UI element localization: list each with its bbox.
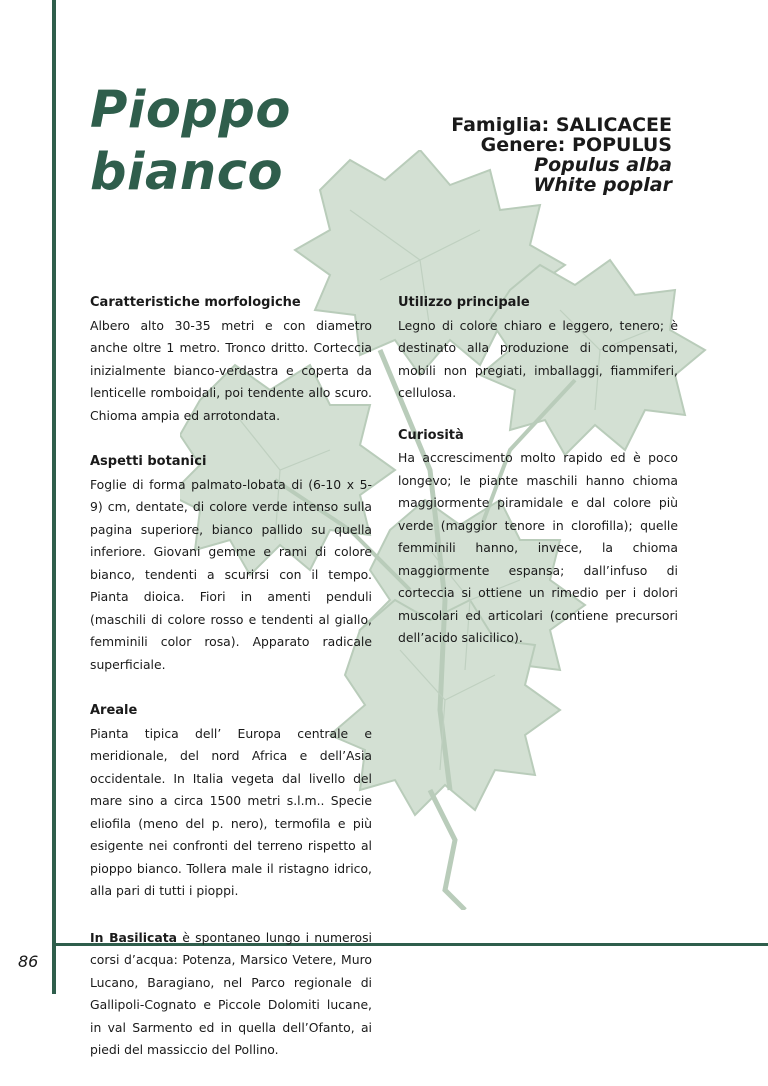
title-line-1: Pioppo <box>90 81 291 140</box>
morphology-text: Albero alto 30-35 metri e con diametro anche oltre 1 metro. Tronco dritto. Corteccia inizialmente bianco-verdastra e coperta da lenticelle romboidali, poi tendente allo scuro. Chioma ampia ed arrotondata. <box>90 317 372 423</box>
main-use-text: Legno di colore chiaro e leggero, tenero; è destinato alla produzione di compensati, mobili non pregiati, imballaggi, fiammiferi, cellulosa. <box>398 317 678 400</box>
botany-heading: Aspetti botanici <box>90 454 207 469</box>
english-name: White poplar <box>533 174 672 196</box>
scientific-name: Populus alba <box>534 154 672 176</box>
vertical-rule <box>52 0 56 994</box>
page-number: 86 <box>18 952 39 971</box>
genus-label: Genere: POPULUS <box>480 134 672 156</box>
botany-text: Foglie di forma palmato-lobata di (6-10 x 5-9) cm, dentate, di colore verde intenso sulla pagina superiore, bianco pallido su quella inferiore. Giovani gemme e rami di colore bianco, tendenti a scurirsi con il tempo. Pianta dioica. Fiori in amenti penduli (maschili di colore rosso e tendenti al giallo, femminili color rosa). Apparato radicale superficiale. <box>90 476 372 672</box>
curiosity-section <box>398 425 678 650</box>
curiosity-text: Ha accrescimento molto rapido ed è poco longevo; le piante maschili hanno chioma maggiormente piramidale e dal colore più verde (maggior tenore in clorofilla); quelle femminili hanno, invece, la chioma maggiormente espansa; dall’infuso di corteccia si ottiene un rimedio per i dolori muscolari ed articolari (contiene precursori dell’acido salicilico). <box>398 450 678 645</box>
morphology-section <box>90 292 372 427</box>
curiosity-heading: Curiosità <box>398 427 464 443</box>
classification-block <box>451 115 672 195</box>
family-label: Famiglia: SALICACEE <box>451 114 672 136</box>
range-text: Pianta tipica dell’ Europa centrale e meridionale, del nord Africa e dell’Asia occidentale. In Italia vegeta dal livello del mare sino a circa 1500 metri s.l.m.. Specie eliofila (meno del p. nero), termofila e più esigente nei confronti del terreno rispetto al pioppo bianco. Tollera male il ristagno idrico, alla pari di tutti i pioppi. <box>90 725 372 898</box>
page-title <box>90 80 291 204</box>
right-column <box>398 292 678 674</box>
main-use-section <box>398 292 678 405</box>
basilicata-lead: In Basilicata <box>90 929 177 945</box>
basilicata-section <box>90 927 372 1062</box>
left-column <box>90 292 372 1086</box>
main-use-heading: Utilizzo principale <box>398 295 530 310</box>
morphology-heading: Caratteristiche morfologiche <box>90 295 301 310</box>
title-line-2: bianco <box>90 143 283 202</box>
botany-section <box>90 451 372 676</box>
range-section <box>90 700 372 903</box>
range-heading: Areale <box>90 703 138 718</box>
basilicata-text: è spontaneo lungo i numerosi corsi d’acqua: Potenza, Marsico Vetere, Muro Lucano, Baragiano, nel Parco regionale di Gallipoli-Cognato e Piccole Dolomiti lucane, in val Sarmento ed in quella dell’Ofanto, ai piedi del massiccio del Pollino. <box>90 929 372 1057</box>
